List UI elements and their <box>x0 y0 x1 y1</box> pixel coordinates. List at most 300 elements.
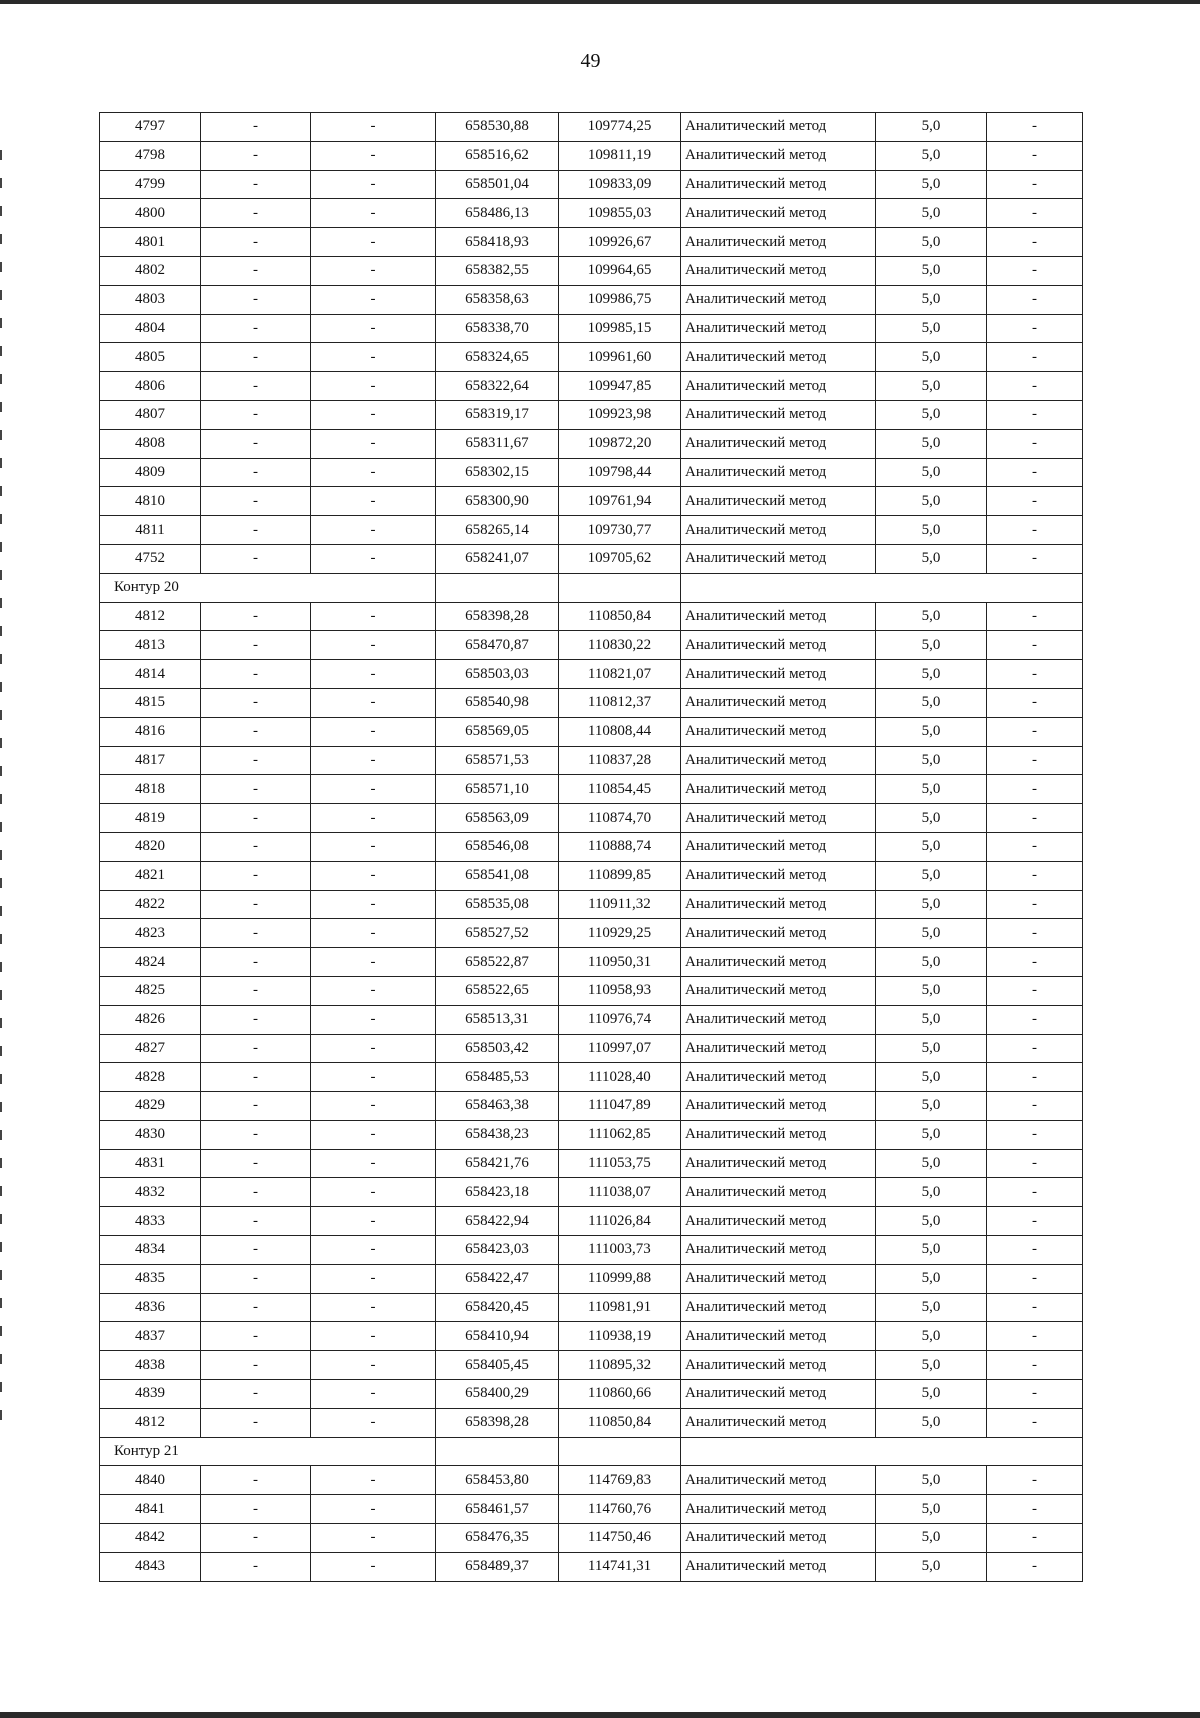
point-id-cell: 4812 <box>100 1408 201 1437</box>
x-coordinate-cell: 658569,05 <box>436 717 559 746</box>
accuracy-cell: 5,0 <box>876 256 987 285</box>
y-coordinate-cell: 110821,07 <box>559 660 681 689</box>
point-row <box>100 1351 1083 1380</box>
method-cell: Аналитический метод <box>681 1005 876 1034</box>
accuracy-cell: 5,0 <box>876 141 987 170</box>
point-id-cell: 4797 <box>100 113 201 142</box>
accuracy-cell: 5,0 <box>876 1293 987 1322</box>
point-id-cell: 4822 <box>100 890 201 919</box>
accuracy-cell: 5,0 <box>876 199 987 228</box>
dash-cell: - <box>201 1466 311 1495</box>
scan-edge-top <box>0 0 1200 4</box>
y-coordinate-cell: 110938,19 <box>559 1322 681 1351</box>
accuracy-cell: 5,0 <box>876 372 987 401</box>
point-id-cell: 4812 <box>100 602 201 631</box>
method-cell: Аналитический метод <box>681 919 876 948</box>
x-coordinate-cell: 658324,65 <box>436 343 559 372</box>
y-coordinate-cell: 109730,77 <box>559 516 681 545</box>
y-coordinate-cell: 110899,85 <box>559 861 681 890</box>
point-row <box>100 1552 1083 1581</box>
dash-cell: - <box>311 1495 436 1524</box>
point-row <box>100 429 1083 458</box>
x-coordinate-cell: 658563,09 <box>436 804 559 833</box>
y-coordinate-cell: 109855,03 <box>559 199 681 228</box>
dash-cell: - <box>201 314 311 343</box>
point-id-cell: 4816 <box>100 717 201 746</box>
x-coordinate-cell: 658265,14 <box>436 516 559 545</box>
point-row <box>100 544 1083 573</box>
accuracy-cell: 5,0 <box>876 631 987 660</box>
dash-cell: - <box>311 1236 436 1265</box>
point-id-cell: 4811 <box>100 516 201 545</box>
dash-cell: - <box>311 429 436 458</box>
dash-cell: - <box>201 1264 311 1293</box>
dash-cell: - <box>201 746 311 775</box>
dash-cell: - <box>201 1005 311 1034</box>
y-coordinate-cell: 111053,75 <box>559 1149 681 1178</box>
accuracy-cell: 5,0 <box>876 890 987 919</box>
dash-cell: - <box>201 544 311 573</box>
y-coordinate-cell: 109872,20 <box>559 429 681 458</box>
dash-cell: - <box>987 948 1083 977</box>
accuracy-cell: 5,0 <box>876 1466 987 1495</box>
dash-cell: - <box>201 372 311 401</box>
dash-cell: - <box>987 775 1083 804</box>
point-id-cell: 4825 <box>100 976 201 1005</box>
dash-cell: - <box>201 1351 311 1380</box>
dash-cell: - <box>311 1524 436 1553</box>
point-row <box>100 314 1083 343</box>
method-cell: Аналитический метод <box>681 804 876 833</box>
dash-cell: - <box>987 1264 1083 1293</box>
dash-cell: - <box>311 1207 436 1236</box>
x-coordinate-cell: 658546,08 <box>436 832 559 861</box>
dash-cell: - <box>311 602 436 631</box>
x-coordinate-cell: 658358,63 <box>436 285 559 314</box>
accuracy-cell: 5,0 <box>876 1207 987 1236</box>
method-cell: Аналитический метод <box>681 746 876 775</box>
method-cell: Аналитический метод <box>681 631 876 660</box>
x-coordinate-cell: 658513,31 <box>436 1005 559 1034</box>
method-cell: Аналитический метод <box>681 1063 876 1092</box>
method-cell: Аналитический метод <box>681 544 876 573</box>
point-row <box>100 343 1083 372</box>
dash-cell: - <box>311 861 436 890</box>
x-coordinate-cell: 658382,55 <box>436 256 559 285</box>
x-coordinate-cell: 658516,62 <box>436 141 559 170</box>
y-coordinate-cell: 110837,28 <box>559 746 681 775</box>
point-row <box>100 746 1083 775</box>
dash-cell: - <box>201 1178 311 1207</box>
y-coordinate-cell: 110808,44 <box>559 717 681 746</box>
point-row <box>100 458 1083 487</box>
x-coordinate-cell: 658241,07 <box>436 544 559 573</box>
point-row <box>100 804 1083 833</box>
method-cell: Аналитический метод <box>681 429 876 458</box>
dash-cell: - <box>201 948 311 977</box>
accuracy-cell: 5,0 <box>876 1005 987 1034</box>
accuracy-cell: 5,0 <box>876 343 987 372</box>
point-id-cell: 4808 <box>100 429 201 458</box>
point-row <box>100 775 1083 804</box>
point-row <box>100 1495 1083 1524</box>
dash-cell: - <box>201 199 311 228</box>
dash-cell: - <box>311 746 436 775</box>
dash-cell: - <box>987 458 1083 487</box>
dash-cell: - <box>987 1005 1083 1034</box>
dash-cell: - <box>201 1207 311 1236</box>
accuracy-cell: 5,0 <box>876 1380 987 1409</box>
dash-cell: - <box>987 372 1083 401</box>
dash-cell: - <box>311 170 436 199</box>
dash-cell: - <box>311 1178 436 1207</box>
x-coordinate-cell: 658476,35 <box>436 1524 559 1553</box>
point-id-cell: 4831 <box>100 1149 201 1178</box>
accuracy-cell: 5,0 <box>876 544 987 573</box>
dash-cell: - <box>201 717 311 746</box>
contour-label: Контур 20 <box>100 573 436 602</box>
point-id-cell: 4828 <box>100 1063 201 1092</box>
x-coordinate-cell: 658418,93 <box>436 228 559 257</box>
dash-cell: - <box>987 256 1083 285</box>
dash-cell: - <box>987 1178 1083 1207</box>
dash-cell: - <box>201 1063 311 1092</box>
accuracy-cell: 5,0 <box>876 1092 987 1121</box>
method-cell: Аналитический метод <box>681 1092 876 1121</box>
point-row <box>100 832 1083 861</box>
method-cell: Аналитический метод <box>681 1408 876 1437</box>
point-id-cell: 4832 <box>100 1178 201 1207</box>
dash-cell: - <box>987 429 1083 458</box>
dash-cell: - <box>987 487 1083 516</box>
accuracy-cell: 5,0 <box>876 775 987 804</box>
point-id-cell: 4752 <box>100 544 201 573</box>
point-id-cell: 4820 <box>100 832 201 861</box>
point-row <box>100 1264 1083 1293</box>
method-cell: Аналитический метод <box>681 1264 876 1293</box>
x-coordinate-cell: 658535,08 <box>436 890 559 919</box>
accuracy-cell: 5,0 <box>876 1524 987 1553</box>
accuracy-cell: 5,0 <box>876 314 987 343</box>
point-id-cell: 4802 <box>100 256 201 285</box>
point-row <box>100 400 1083 429</box>
point-id-cell: 4842 <box>100 1524 201 1553</box>
y-coordinate-cell: 111028,40 <box>559 1063 681 1092</box>
point-id-cell: 4819 <box>100 804 201 833</box>
accuracy-cell: 5,0 <box>876 832 987 861</box>
accuracy-cell: 5,0 <box>876 1552 987 1581</box>
dash-cell: - <box>201 516 311 545</box>
accuracy-cell: 5,0 <box>876 516 987 545</box>
dash-cell: - <box>987 1524 1083 1553</box>
point-row <box>100 1380 1083 1409</box>
contour-header-row <box>100 1437 1083 1466</box>
point-id-cell: 4841 <box>100 1495 201 1524</box>
x-coordinate-cell: 658423,18 <box>436 1178 559 1207</box>
scan-edge-left <box>0 150 2 1430</box>
dash-cell: - <box>311 516 436 545</box>
accuracy-cell: 5,0 <box>876 804 987 833</box>
dash-cell: - <box>201 688 311 717</box>
contour-label: Контур 21 <box>100 1437 436 1466</box>
point-row <box>100 631 1083 660</box>
y-coordinate-cell: 110888,74 <box>559 832 681 861</box>
method-cell: Аналитический метод <box>681 487 876 516</box>
point-id-cell: 4826 <box>100 1005 201 1034</box>
point-row <box>100 1322 1083 1351</box>
point-row <box>100 199 1083 228</box>
point-id-cell: 4798 <box>100 141 201 170</box>
dash-cell: - <box>201 660 311 689</box>
x-coordinate-cell: 658400,29 <box>436 1380 559 1409</box>
accuracy-cell: 5,0 <box>876 746 987 775</box>
accuracy-cell: 5,0 <box>876 458 987 487</box>
method-cell: Аналитический метод <box>681 832 876 861</box>
point-row <box>100 976 1083 1005</box>
point-id-cell: 4809 <box>100 458 201 487</box>
point-id-cell: 4815 <box>100 688 201 717</box>
point-id-cell: 4799 <box>100 170 201 199</box>
point-id-cell: 4806 <box>100 372 201 401</box>
coordinates-table <box>99 112 1083 1582</box>
y-coordinate-cell: 109811,19 <box>559 141 681 170</box>
dash-cell: - <box>201 228 311 257</box>
dash-cell: - <box>201 1380 311 1409</box>
x-coordinate-cell: 658503,03 <box>436 660 559 689</box>
dash-cell: - <box>987 1034 1083 1063</box>
dash-cell: - <box>311 1092 436 1121</box>
dash-cell: - <box>201 487 311 516</box>
dash-cell: - <box>987 228 1083 257</box>
accuracy-cell: 5,0 <box>876 1120 987 1149</box>
method-cell: Аналитический метод <box>681 775 876 804</box>
method-cell: Аналитический метод <box>681 1207 876 1236</box>
x-coordinate-cell: 658423,03 <box>436 1236 559 1265</box>
point-id-cell: 4805 <box>100 343 201 372</box>
accuracy-cell: 5,0 <box>876 1149 987 1178</box>
point-id-cell: 4829 <box>100 1092 201 1121</box>
dash-cell: - <box>311 400 436 429</box>
y-coordinate-cell: 110950,31 <box>559 948 681 977</box>
point-row <box>100 1149 1083 1178</box>
method-cell: Аналитический метод <box>681 170 876 199</box>
y-coordinate-cell: 111047,89 <box>559 1092 681 1121</box>
point-row <box>100 1466 1083 1495</box>
y-coordinate-cell: 110929,25 <box>559 919 681 948</box>
dash-cell: - <box>311 976 436 1005</box>
dash-cell: - <box>201 976 311 1005</box>
y-coordinate-cell: 110860,66 <box>559 1380 681 1409</box>
dash-cell: - <box>987 516 1083 545</box>
accuracy-cell: 5,0 <box>876 1322 987 1351</box>
accuracy-cell: 5,0 <box>876 976 987 1005</box>
y-coordinate-cell: 111003,73 <box>559 1236 681 1265</box>
x-coordinate-cell: 658527,52 <box>436 919 559 948</box>
x-coordinate-cell: 658311,67 <box>436 429 559 458</box>
y-coordinate-cell: 110981,91 <box>559 1293 681 1322</box>
accuracy-cell: 5,0 <box>876 1264 987 1293</box>
dash-cell: - <box>201 343 311 372</box>
empty-cell <box>559 1437 681 1466</box>
point-row <box>100 1178 1083 1207</box>
dash-cell: - <box>987 688 1083 717</box>
x-coordinate-cell: 658398,28 <box>436 1408 559 1437</box>
method-cell: Аналитический метод <box>681 1351 876 1380</box>
point-id-cell: 4823 <box>100 919 201 948</box>
point-id-cell: 4839 <box>100 1380 201 1409</box>
y-coordinate-cell: 110895,32 <box>559 1351 681 1380</box>
y-coordinate-cell: 110850,84 <box>559 1408 681 1437</box>
method-cell: Аналитический метод <box>681 861 876 890</box>
point-id-cell: 4833 <box>100 1207 201 1236</box>
point-id-cell: 4838 <box>100 1351 201 1380</box>
point-row <box>100 1005 1083 1034</box>
point-id-cell: 4807 <box>100 400 201 429</box>
method-cell: Аналитический метод <box>681 1380 876 1409</box>
contour-header-row <box>100 573 1083 602</box>
dash-cell: - <box>201 1236 311 1265</box>
y-coordinate-cell: 110911,32 <box>559 890 681 919</box>
point-row <box>100 861 1083 890</box>
dash-cell: - <box>987 746 1083 775</box>
point-id-cell: 4817 <box>100 746 201 775</box>
method-cell: Аналитический метод <box>681 948 876 977</box>
dash-cell: - <box>201 429 311 458</box>
dash-cell: - <box>311 832 436 861</box>
dash-cell: - <box>311 1063 436 1092</box>
dash-cell: - <box>201 170 311 199</box>
y-coordinate-cell: 110854,45 <box>559 775 681 804</box>
empty-cell <box>436 573 559 602</box>
accuracy-cell: 5,0 <box>876 1351 987 1380</box>
dash-cell: - <box>311 141 436 170</box>
x-coordinate-cell: 658501,04 <box>436 170 559 199</box>
dash-cell: - <box>987 717 1083 746</box>
point-id-cell: 4818 <box>100 775 201 804</box>
dash-cell: - <box>987 1495 1083 1524</box>
x-coordinate-cell: 658398,28 <box>436 602 559 631</box>
point-id-cell: 4843 <box>100 1552 201 1581</box>
dash-cell: - <box>201 1120 311 1149</box>
y-coordinate-cell: 114750,46 <box>559 1524 681 1553</box>
accuracy-cell: 5,0 <box>876 285 987 314</box>
dash-cell: - <box>987 1207 1083 1236</box>
x-coordinate-cell: 658530,88 <box>436 113 559 142</box>
y-coordinate-cell: 110874,70 <box>559 804 681 833</box>
accuracy-cell: 5,0 <box>876 113 987 142</box>
empty-cell <box>436 1437 559 1466</box>
dash-cell: - <box>311 688 436 717</box>
method-cell: Аналитический метод <box>681 1178 876 1207</box>
accuracy-cell: 5,0 <box>876 400 987 429</box>
method-cell: Аналитический метод <box>681 256 876 285</box>
point-row <box>100 1120 1083 1149</box>
x-coordinate-cell: 658485,53 <box>436 1063 559 1092</box>
point-id-cell: 4813 <box>100 631 201 660</box>
y-coordinate-cell: 109985,15 <box>559 314 681 343</box>
dash-cell: - <box>311 113 436 142</box>
point-row <box>100 372 1083 401</box>
point-row <box>100 228 1083 257</box>
point-id-cell: 4840 <box>100 1466 201 1495</box>
accuracy-cell: 5,0 <box>876 1236 987 1265</box>
point-id-cell: 4835 <box>100 1264 201 1293</box>
dash-cell: - <box>987 170 1083 199</box>
dash-cell: - <box>201 141 311 170</box>
point-id-cell: 4824 <box>100 948 201 977</box>
dash-cell: - <box>311 717 436 746</box>
method-cell: Аналитический метод <box>681 400 876 429</box>
accuracy-cell: 5,0 <box>876 717 987 746</box>
dash-cell: - <box>311 1351 436 1380</box>
x-coordinate-cell: 658522,87 <box>436 948 559 977</box>
dash-cell: - <box>311 775 436 804</box>
y-coordinate-cell: 110830,22 <box>559 631 681 660</box>
method-cell: Аналитический метод <box>681 1466 876 1495</box>
accuracy-cell: 5,0 <box>876 1408 987 1437</box>
method-cell: Аналитический метод <box>681 602 876 631</box>
point-id-cell: 4834 <box>100 1236 201 1265</box>
y-coordinate-cell: 109947,85 <box>559 372 681 401</box>
point-row <box>100 256 1083 285</box>
y-coordinate-cell: 114769,83 <box>559 1466 681 1495</box>
dash-cell: - <box>987 1322 1083 1351</box>
point-id-cell: 4837 <box>100 1322 201 1351</box>
dash-cell: - <box>987 660 1083 689</box>
dash-cell: - <box>311 948 436 977</box>
x-coordinate-cell: 658302,15 <box>436 458 559 487</box>
y-coordinate-cell: 110850,84 <box>559 602 681 631</box>
method-cell: Аналитический метод <box>681 717 876 746</box>
y-coordinate-cell: 109798,44 <box>559 458 681 487</box>
dash-cell: - <box>201 1322 311 1351</box>
empty-cell <box>559 573 681 602</box>
empty-cell <box>681 1437 1083 1466</box>
method-cell: Аналитический метод <box>681 372 876 401</box>
method-cell: Аналитический метод <box>681 199 876 228</box>
method-cell: Аналитический метод <box>681 660 876 689</box>
x-coordinate-cell: 658422,94 <box>436 1207 559 1236</box>
dash-cell: - <box>201 400 311 429</box>
x-coordinate-cell: 658571,53 <box>436 746 559 775</box>
y-coordinate-cell: 110999,88 <box>559 1264 681 1293</box>
dash-cell: - <box>311 1005 436 1034</box>
point-id-cell: 4830 <box>100 1120 201 1149</box>
scan-edge-bottom <box>0 1712 1200 1718</box>
x-coordinate-cell: 658522,65 <box>436 976 559 1005</box>
method-cell: Аналитический метод <box>681 1120 876 1149</box>
x-coordinate-cell: 658503,42 <box>436 1034 559 1063</box>
method-cell: Аналитический метод <box>681 228 876 257</box>
dash-cell: - <box>987 861 1083 890</box>
x-coordinate-cell: 658422,47 <box>436 1264 559 1293</box>
point-id-cell: 4801 <box>100 228 201 257</box>
dash-cell: - <box>311 314 436 343</box>
x-coordinate-cell: 658319,17 <box>436 400 559 429</box>
x-coordinate-cell: 658410,94 <box>436 1322 559 1351</box>
point-row <box>100 1034 1083 1063</box>
accuracy-cell: 5,0 <box>876 1063 987 1092</box>
x-coordinate-cell: 658461,57 <box>436 1495 559 1524</box>
dash-cell: - <box>311 544 436 573</box>
dash-cell: - <box>201 113 311 142</box>
dash-cell: - <box>311 1264 436 1293</box>
dash-cell: - <box>311 631 436 660</box>
point-row <box>100 717 1083 746</box>
dash-cell: - <box>987 400 1083 429</box>
dash-cell: - <box>987 1351 1083 1380</box>
point-row <box>100 660 1083 689</box>
